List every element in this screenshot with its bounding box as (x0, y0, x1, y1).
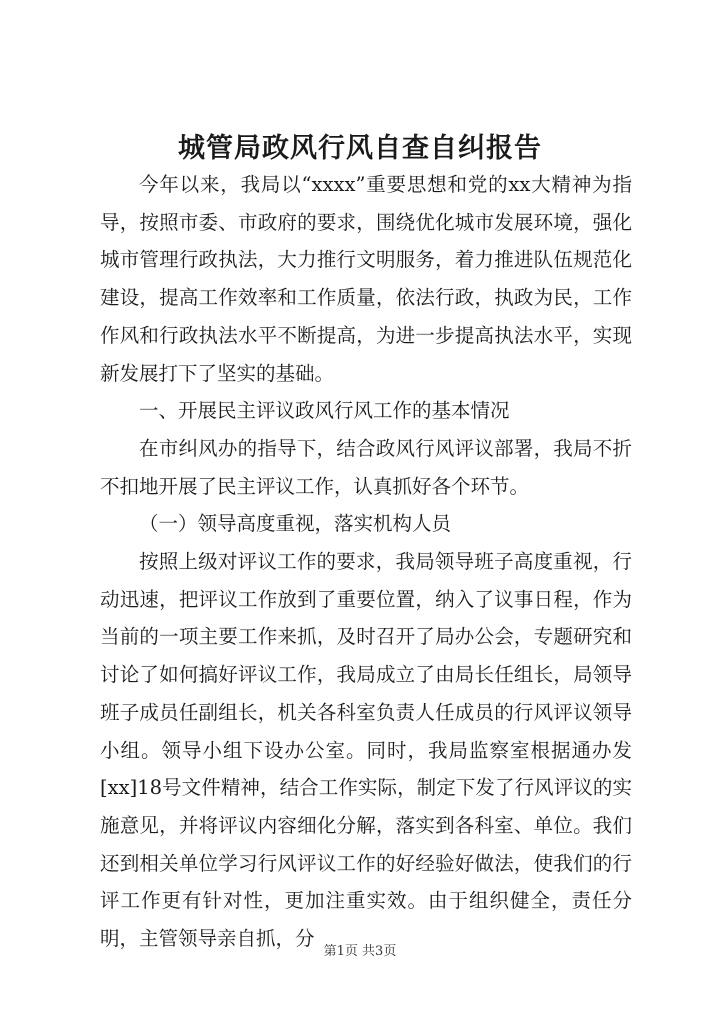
document-title: 城管局政风行风自查自纠报告 (178, 133, 542, 164)
subsection-heading-1: （一）领导高度重视，落实机构人员 (139, 512, 452, 536)
paragraph-subsection-1: 按照上级对评议工作的要求，我局领导班子高度重视，行动迅速，把评议工作放到了重要位置，纳入了议事日程，作为当前的一项主要工作来抓，及时召开了局办公会，专题研究和讨论了如何搞好评议工作，我局成立了由局长任组长，局领导班子成员任副组长，机关各科室负责人任成员的行风评议领导小组。领导小组下设办公室。同时，我局监察室根据通办发[xx]18号文件精神，结合工作实际，制定下发了行风评议的实施意见，并将评议内容细化分解，落实到各科室、单位。我们还到相关单位学习行风评议工作的好经验好做法，使我们的行评工作更有针对性，更加注重实效。由于组织健全，责任分明，主管领导亲自抓，分 (100, 550, 632, 951)
section-heading-1: 一、开展民主评议政风行风工作的基本情况 (139, 399, 510, 423)
paragraph-intro: 今年以来，我局以“xxxx”重要思想和党的xx大精神为指导，按照市委、市政府的要求，围绕优化城市发展环境，强化城市管理行政执法，大力推行文明服务，着力推进队伍规范化建设，提高工作效率和工作质量，依法行政，执政为民，工作作风和行政执法水平不断提高，为进一步提高执法水平，实现新发展打下了坚实的基础。 (100, 173, 632, 385)
document-body (100, 166, 632, 958)
page-footer: 第1页 共3页 (323, 944, 397, 959)
paragraph-section-1: 在市纠风办的指导下，结合政风行风评议部署，我局不折不扣地开展了民主评议工作，认真抓好各个环节。 (100, 436, 632, 498)
